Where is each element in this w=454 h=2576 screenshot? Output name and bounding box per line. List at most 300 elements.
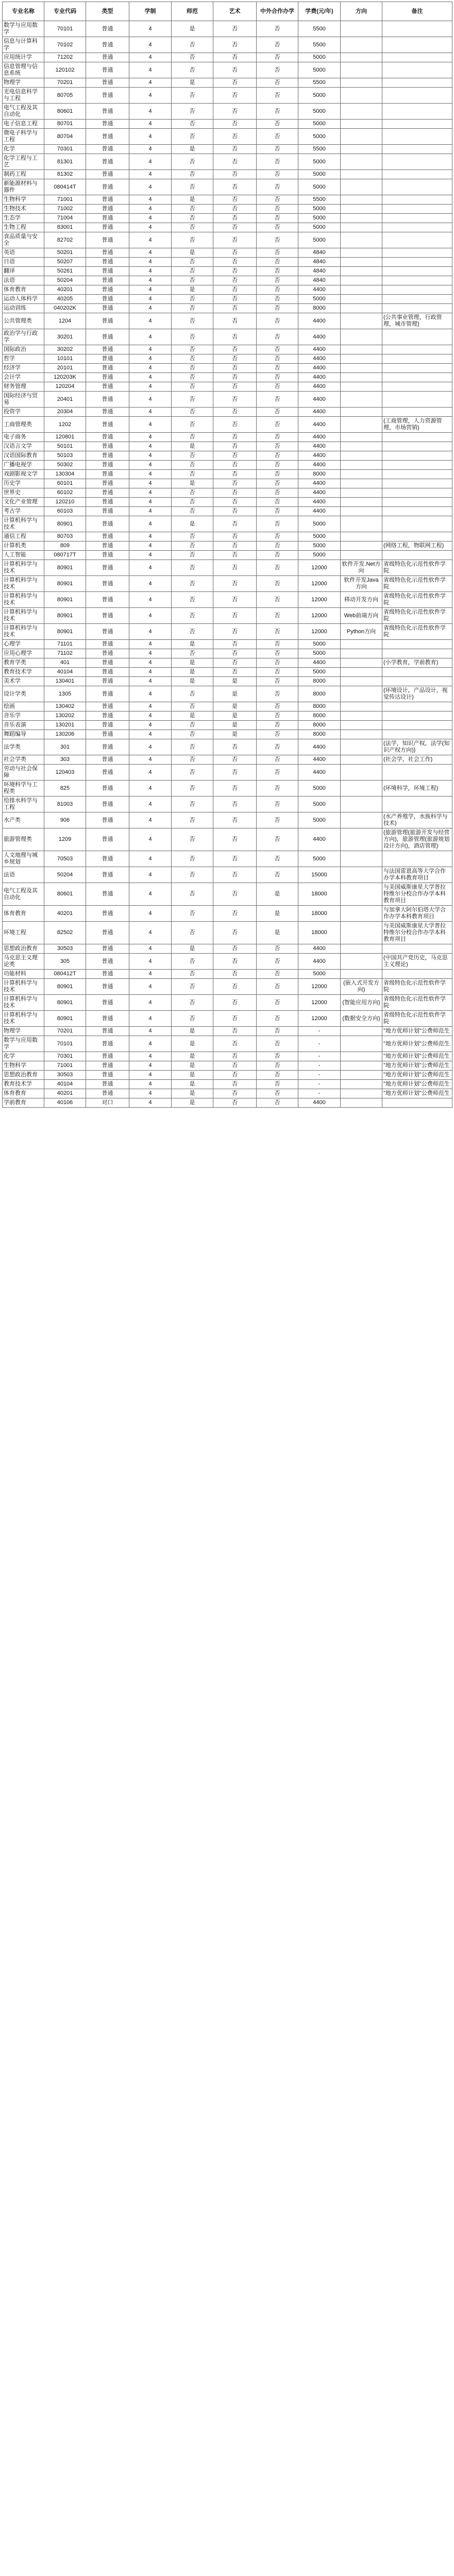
type-cell: 普通	[86, 461, 129, 470]
cooperation-cell: 否	[257, 195, 298, 205]
direction-cell	[341, 867, 382, 883]
major-name-cell: 美术学	[3, 677, 44, 686]
table-body	[3, 21, 452, 1108]
normal-cell: 是	[172, 1089, 213, 1098]
note-cell: 省级特色化示范性软件学院	[382, 995, 452, 1011]
note-cell	[382, 129, 452, 145]
normal-cell: 否	[172, 373, 213, 382]
direction-cell	[341, 354, 382, 364]
cooperation-cell: 否	[257, 711, 298, 721]
tuition-cell: 5000	[298, 223, 341, 232]
table-row	[3, 479, 452, 488]
cooperation-cell: 否	[257, 470, 298, 479]
note-cell: (环境科学，环境工程)	[382, 781, 452, 796]
type-cell: 普通	[86, 392, 129, 408]
major-name-cell: 给排水科学与工程	[3, 796, 44, 812]
art-cell: 否	[213, 329, 257, 345]
tuition-cell: 8000	[298, 711, 341, 721]
cooperation-cell: 否	[257, 730, 298, 739]
tuition-cell: 5000	[298, 295, 341, 304]
major-name-cell: 制药工程	[3, 170, 44, 179]
normal-cell: 否	[172, 232, 213, 248]
cooperation-cell: 否	[257, 507, 298, 516]
art-cell: 否	[213, 906, 257, 922]
note-cell	[382, 408, 452, 417]
type-cell: 普通	[86, 658, 129, 668]
table-row	[3, 1036, 452, 1052]
normal-cell: 是	[172, 442, 213, 451]
normal-cell: 否	[172, 417, 213, 433]
type-cell: 普通	[86, 408, 129, 417]
cooperation-cell: 否	[257, 295, 298, 304]
table-row	[3, 576, 452, 592]
table-row	[3, 53, 452, 62]
cooperation-cell: 否	[257, 417, 298, 433]
normal-cell: 否	[172, 120, 213, 129]
duration-cell: 4	[129, 488, 172, 498]
table-row	[3, 560, 452, 576]
normal-cell: 是	[172, 21, 213, 37]
duration-cell: 4	[129, 62, 172, 78]
table-row	[3, 154, 452, 170]
table-row	[3, 765, 452, 781]
major-code-cell: 120204	[44, 382, 86, 392]
table-row	[3, 796, 452, 812]
note-cell: (旅游管理(旅游开发与经营方向)，旅游管理(旅游规划设计方向)，酒店管理)	[382, 828, 452, 851]
tuition-cell: 5000	[298, 62, 341, 78]
direction-cell	[341, 1052, 382, 1061]
major-name-cell: 信息管理与信息系统	[3, 62, 44, 78]
duration-cell: 4	[129, 276, 172, 285]
major-code-cell: 70503	[44, 851, 86, 867]
tuition-cell: -	[298, 1080, 341, 1089]
major-code-cell: 40201	[44, 1089, 86, 1098]
direction-cell	[341, 461, 382, 470]
duration-cell: 4	[129, 433, 172, 442]
major-name-cell: 计算机类	[3, 541, 44, 551]
major-name-cell: 应用心理学	[3, 649, 44, 658]
type-cell: 普通	[86, 624, 129, 640]
normal-cell: 否	[172, 796, 213, 812]
normal-cell: 否	[172, 267, 213, 276]
duration-cell: 4	[129, 677, 172, 686]
normal-cell: 否	[172, 739, 213, 755]
normal-cell: 是	[172, 1052, 213, 1061]
tuition-cell: 5500	[298, 21, 341, 37]
major-code-cell: 80901	[44, 516, 86, 532]
duration-cell: 4	[129, 267, 172, 276]
major-name-cell: 音乐学	[3, 711, 44, 721]
major-name-cell: 运动人体科学	[3, 295, 44, 304]
art-cell: 是	[213, 711, 257, 721]
major-name-cell: 数学与应用数学	[3, 1036, 44, 1052]
major-code-cell: 80901	[44, 592, 86, 608]
art-cell: 否	[213, 608, 257, 624]
major-name-cell: 国际经济与贸易	[3, 392, 44, 408]
normal-cell: 否	[172, 498, 213, 507]
note-cell	[382, 179, 452, 195]
header-cell: 中外合作办学	[257, 2, 298, 21]
table-row	[3, 608, 452, 624]
major-name-cell: 信息与计算科学	[3, 37, 44, 53]
cooperation-cell: 否	[257, 88, 298, 104]
type-cell: 普通	[86, 345, 129, 354]
table-row	[3, 851, 452, 867]
cooperation-cell: 否	[257, 498, 298, 507]
major-name-cell: 翻译	[3, 267, 44, 276]
type-cell: 普通	[86, 129, 129, 145]
normal-cell: 否	[172, 313, 213, 329]
art-cell: 否	[213, 179, 257, 195]
cooperation-cell: 否	[257, 532, 298, 541]
tuition-cell: 5000	[298, 120, 341, 129]
direction-cell	[341, 53, 382, 62]
major-name-cell: 运动训练	[3, 304, 44, 313]
note-cell	[382, 551, 452, 560]
art-cell: 否	[213, 979, 257, 995]
duration-cell: 4	[129, 232, 172, 248]
major-name-cell: 广播电视学	[3, 461, 44, 470]
direction-cell	[341, 285, 382, 295]
tuition-cell: 8000	[298, 721, 341, 730]
cooperation-cell: 否	[257, 313, 298, 329]
tuition-cell: 4400	[298, 479, 341, 488]
duration-cell: 4	[129, 640, 172, 649]
major-code-cell: 80901	[44, 979, 86, 995]
major-code-cell: 80601	[44, 104, 86, 120]
major-name-cell: 历史学	[3, 479, 44, 488]
cooperation-cell: 是	[257, 883, 298, 906]
duration-cell: 4	[129, 373, 172, 382]
normal-cell: 否	[172, 433, 213, 442]
major-code-cell: 130202	[44, 711, 86, 721]
type-cell: 普通	[86, 267, 129, 276]
art-cell: 否	[213, 417, 257, 433]
duration-cell: 4	[129, 765, 172, 781]
major-name-cell: 法语	[3, 867, 44, 883]
note-cell	[382, 532, 452, 541]
direction-cell	[341, 1036, 382, 1052]
major-code-cell: 1209	[44, 828, 86, 851]
note-cell	[382, 78, 452, 88]
note-cell	[382, 295, 452, 304]
table-row	[3, 295, 452, 304]
cooperation-cell: 否	[257, 765, 298, 781]
tuition-cell: 4400	[298, 313, 341, 329]
direction-cell: (智能应用方向)	[341, 995, 382, 1011]
duration-cell: 4	[129, 154, 172, 170]
table-row	[3, 755, 452, 765]
direction-cell	[341, 154, 382, 170]
art-cell: 否	[213, 470, 257, 479]
major-name-cell: 微电子科学与工程	[3, 129, 44, 145]
art-cell: 否	[213, 541, 257, 551]
tuition-cell: -	[298, 1036, 341, 1052]
table-row	[3, 267, 452, 276]
duration-cell: 4	[129, 78, 172, 88]
major-name-cell: 生物科学	[3, 195, 44, 205]
tuition-cell: 12000	[298, 995, 341, 1011]
note-cell	[382, 364, 452, 373]
duration-cell: 4	[129, 721, 172, 730]
direction-cell	[341, 658, 382, 668]
tuition-cell: 12000	[298, 560, 341, 576]
major-code-cell: 120102	[44, 62, 86, 78]
duration-cell: 4	[129, 345, 172, 354]
tuition-cell: 12000	[298, 608, 341, 624]
cooperation-cell: 否	[257, 223, 298, 232]
normal-cell: 否	[172, 179, 213, 195]
duration-cell: 4	[129, 883, 172, 906]
cooperation-cell: 否	[257, 205, 298, 214]
direction-cell	[341, 640, 382, 649]
major-code-cell: 080412T	[44, 970, 86, 979]
cooperation-cell: 否	[257, 382, 298, 392]
art-cell: 否	[213, 373, 257, 382]
tuition-cell: -	[298, 1052, 341, 1061]
direction-cell	[341, 313, 382, 329]
major-name-cell: 世界史	[3, 488, 44, 498]
header-cell: 类型	[86, 2, 129, 21]
note-cell	[382, 470, 452, 479]
art-cell: 是	[213, 677, 257, 686]
duration-cell: 4	[129, 516, 172, 532]
art-cell: 否	[213, 970, 257, 979]
note-cell	[382, 677, 452, 686]
direction-cell	[341, 516, 382, 532]
type-cell: 普通	[86, 451, 129, 461]
major-code-cell: 71001	[44, 1061, 86, 1071]
direction-cell	[341, 195, 382, 205]
direction-cell	[341, 170, 382, 179]
tuition-cell: 18000	[298, 922, 341, 944]
duration-cell: 4	[129, 129, 172, 145]
art-cell: 否	[213, 532, 257, 541]
major-name-cell: 体育教育	[3, 285, 44, 295]
cooperation-cell: 否	[257, 1080, 298, 1089]
table-row	[3, 417, 452, 433]
note-cell: "地方优师计划"公费师范生	[382, 1052, 452, 1061]
note-cell	[382, 461, 452, 470]
direction-cell	[341, 382, 382, 392]
major-code-cell: 1202	[44, 417, 86, 433]
art-cell: 否	[213, 154, 257, 170]
type-cell: 普通	[86, 516, 129, 532]
direction-cell	[341, 248, 382, 258]
cooperation-cell: 否	[257, 755, 298, 765]
major-name-cell: 文化产业管理	[3, 498, 44, 507]
normal-cell: 是	[172, 711, 213, 721]
art-cell: 否	[213, 214, 257, 223]
direction-cell	[341, 796, 382, 812]
type-cell: 普通	[86, 1071, 129, 1080]
note-cell	[382, 37, 452, 53]
type-cell: 普通	[86, 145, 129, 154]
direction-cell	[341, 267, 382, 276]
duration-cell: 4	[129, 867, 172, 883]
cooperation-cell: 否	[257, 451, 298, 461]
tuition-cell: 12000	[298, 592, 341, 608]
major-name-cell: 计算机科学与技术	[3, 560, 44, 576]
cooperation-cell: 否	[257, 154, 298, 170]
cooperation-cell: 否	[257, 488, 298, 498]
major-code-cell: 1305	[44, 686, 86, 702]
major-code-cell: 50103	[44, 451, 86, 461]
art-cell: 否	[213, 392, 257, 408]
major-name-cell: 哲学	[3, 354, 44, 364]
normal-cell: 否	[172, 451, 213, 461]
major-name-cell: 物理学	[3, 78, 44, 88]
note-cell: 省级特色化示范性软件学院	[382, 560, 452, 576]
major-name-cell: 化学	[3, 1052, 44, 1061]
type-cell: 普通	[86, 995, 129, 1011]
table-row	[3, 1027, 452, 1036]
major-code-cell: 71202	[44, 53, 86, 62]
note-cell: 省级特色化示范性软件学院	[382, 592, 452, 608]
table-row	[3, 624, 452, 640]
normal-cell: 是	[172, 677, 213, 686]
note-cell	[382, 1098, 452, 1108]
major-code-cell: 120210	[44, 498, 86, 507]
normal-cell: 是	[172, 1098, 213, 1108]
duration-cell: 4	[129, 711, 172, 721]
cooperation-cell: 否	[257, 560, 298, 576]
normal-cell: 否	[172, 392, 213, 408]
direction-cell	[341, 470, 382, 479]
tuition-cell: 5000	[298, 551, 341, 560]
table-row	[3, 551, 452, 560]
art-cell: 否	[213, 345, 257, 354]
tuition-cell: 4400	[298, 382, 341, 392]
duration-cell: 4	[129, 329, 172, 345]
major-name-cell: 计算机科学与技术	[3, 995, 44, 1011]
cooperation-cell: 否	[257, 408, 298, 417]
major-name-cell: 光电信息科学与工程	[3, 88, 44, 104]
normal-cell: 否	[172, 354, 213, 364]
art-cell: 否	[213, 37, 257, 53]
cooperation-cell: 否	[257, 995, 298, 1011]
tuition-cell: 5000	[298, 541, 341, 551]
cooperation-cell: 否	[257, 232, 298, 248]
tuition-cell: 4400	[298, 658, 341, 668]
normal-cell: 否	[172, 276, 213, 285]
art-cell: 否	[213, 120, 257, 129]
tuition-cell: 5000	[298, 796, 341, 812]
duration-cell: 4	[129, 205, 172, 214]
type-cell: 普通	[86, 442, 129, 451]
type-cell: 普通	[86, 970, 129, 979]
duration-cell: 4	[129, 954, 172, 970]
direction-cell	[341, 408, 382, 417]
major-code-cell: 080414T	[44, 179, 86, 195]
direction-cell	[341, 88, 382, 104]
header-cell: 学费(元/年)	[298, 2, 341, 21]
cooperation-cell: 否	[257, 170, 298, 179]
normal-cell: 否	[172, 721, 213, 730]
major-name-cell: 计算机科学与技术	[3, 624, 44, 640]
major-code-cell: 10101	[44, 354, 86, 364]
cooperation-cell: 否	[257, 461, 298, 470]
tuition-cell: 4400	[298, 433, 341, 442]
tuition-cell: 4400	[298, 944, 341, 954]
major-name-cell: 生物科学	[3, 1061, 44, 1071]
note-cell	[382, 248, 452, 258]
direction-cell	[341, 507, 382, 516]
table-row	[3, 883, 452, 906]
direction-cell	[341, 345, 382, 354]
major-code-cell: 40104	[44, 1080, 86, 1089]
art-cell: 否	[213, 285, 257, 295]
tuition-cell: 4400	[298, 354, 341, 364]
note-cell: (中国共产党历史，马克思主义理论)	[382, 954, 452, 970]
table-row	[3, 373, 452, 382]
type-cell: 普通	[86, 541, 129, 551]
note-cell: 与美国威斯康星大学普拉特维尔分校合作办学本科教育项目	[382, 922, 452, 944]
header-cell: 艺术	[213, 2, 257, 21]
table-row	[3, 451, 452, 461]
duration-cell: 4	[129, 730, 172, 739]
direction-cell	[341, 649, 382, 658]
note-cell	[382, 223, 452, 232]
type-cell: 普通	[86, 53, 129, 62]
tuition-cell: 5500	[298, 145, 341, 154]
note-cell	[382, 702, 452, 711]
note-cell	[382, 214, 452, 223]
cooperation-cell: 否	[257, 828, 298, 851]
cooperation-cell: 否	[257, 739, 298, 755]
type-cell: 普通	[86, 1089, 129, 1098]
tuition-cell: 4400	[298, 507, 341, 516]
cooperation-cell: 否	[257, 1061, 298, 1071]
art-cell: 否	[213, 668, 257, 677]
type-cell: 普通	[86, 649, 129, 658]
cooperation-cell: 否	[257, 979, 298, 995]
table-row	[3, 179, 452, 195]
type-cell: 普通	[86, 62, 129, 78]
note-cell: 与美国威斯康星大学普拉特维尔分校合作办学本科教育项目	[382, 883, 452, 906]
major-name-cell: 思想政治教育	[3, 1071, 44, 1080]
duration-cell: 4	[129, 461, 172, 470]
table-row	[3, 104, 452, 120]
major-code-cell: 50207	[44, 258, 86, 267]
art-cell: 否	[213, 304, 257, 313]
direction-cell	[341, 488, 382, 498]
art-cell: 否	[213, 560, 257, 576]
cooperation-cell: 否	[257, 433, 298, 442]
normal-cell: 否	[172, 906, 213, 922]
normal-cell: 否	[172, 214, 213, 223]
major-name-cell: 电子信息工程	[3, 120, 44, 129]
major-code-cell: 040202K	[44, 304, 86, 313]
normal-cell: 否	[172, 560, 213, 576]
note-cell	[382, 944, 452, 954]
note-cell	[382, 373, 452, 382]
normal-cell: 是	[172, 516, 213, 532]
major-name-cell: 劳动与社会保障	[3, 765, 44, 781]
major-code-cell: 40106	[44, 1098, 86, 1108]
art-cell: 否	[213, 624, 257, 640]
direction-cell: (数据安全方向)	[341, 1011, 382, 1027]
note-cell	[382, 88, 452, 104]
major-name-cell: 心理学	[3, 640, 44, 649]
cooperation-cell: 否	[257, 345, 298, 354]
major-code-cell: 40104	[44, 668, 86, 677]
art-cell: 否	[213, 78, 257, 88]
art-cell: 否	[213, 954, 257, 970]
type-cell: 普通	[86, 592, 129, 608]
normal-cell: 否	[172, 551, 213, 560]
duration-cell: 4	[129, 507, 172, 516]
